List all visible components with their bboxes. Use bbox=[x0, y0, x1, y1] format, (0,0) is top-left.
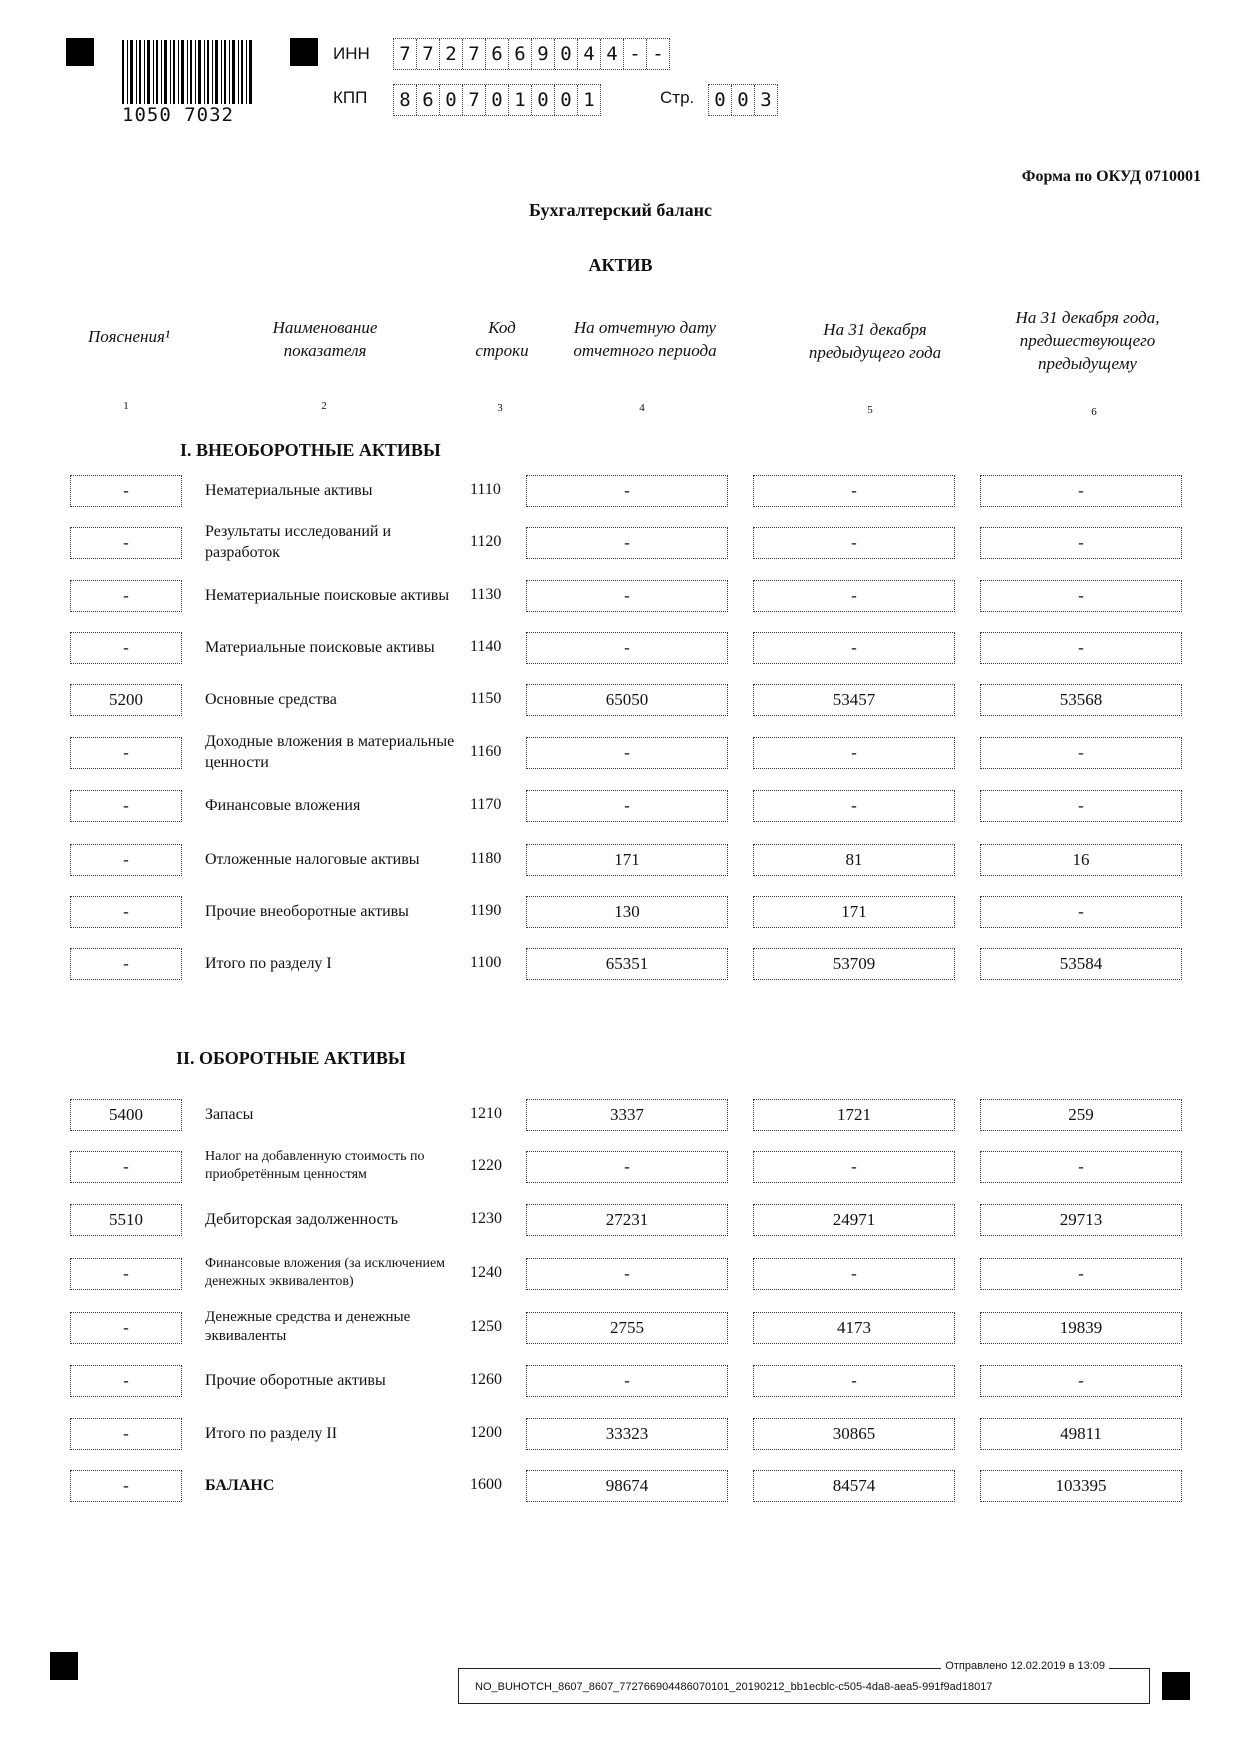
value-prev-prev-year-cell[interactable]: 103395 bbox=[980, 1470, 1182, 1502]
value-prev-prev-year-cell[interactable]: - bbox=[980, 475, 1182, 507]
row-name: Нематериальные поисковые активы bbox=[205, 586, 450, 604]
table-row bbox=[0, 573, 1241, 617]
row-code: 1250 bbox=[470, 1318, 502, 1335]
barcode-number: 1050 7032 bbox=[122, 104, 234, 126]
row-code: 1230 bbox=[470, 1210, 502, 1227]
col-number: 5 bbox=[867, 404, 873, 416]
value-prev-prev-year-cell[interactable]: - bbox=[980, 1151, 1182, 1183]
inn-digit: 2 bbox=[440, 39, 463, 69]
col-header-prev-prev-year: На 31 декабря года, предшествующего предыдущему bbox=[1015, 308, 1160, 373]
note-cell[interactable]: - bbox=[70, 790, 182, 822]
value-prev-year-cell[interactable]: 24971 bbox=[753, 1204, 955, 1236]
value-prev-year-cell[interactable]: - bbox=[753, 527, 955, 559]
row-name: Нематериальные активы bbox=[205, 481, 373, 499]
row-code: 1240 bbox=[470, 1264, 502, 1281]
note-cell[interactable]: - bbox=[70, 948, 182, 980]
row-name: Материальные поисковые активы bbox=[205, 638, 435, 656]
note-cell[interactable]: - bbox=[70, 632, 182, 664]
kpp-digit: 0 bbox=[532, 85, 555, 115]
value-current-cell[interactable]: 27231 bbox=[526, 1204, 728, 1236]
form-code: Форма по ОКУД 0710001 bbox=[1021, 168, 1201, 185]
table-row bbox=[0, 1411, 1241, 1455]
corner-marker-bottom-right bbox=[1162, 1672, 1190, 1700]
value-current-cell[interactable]: - bbox=[526, 1151, 728, 1183]
table-row bbox=[0, 889, 1241, 933]
value-prev-prev-year-cell[interactable]: - bbox=[980, 1365, 1182, 1397]
value-prev-year-cell[interactable]: 1721 bbox=[753, 1099, 955, 1131]
row-name: Прочие оборотные активы bbox=[205, 1371, 386, 1389]
row-code: 1150 bbox=[470, 690, 502, 707]
row-code: 1100 bbox=[470, 954, 502, 971]
row-name: Прочие внеоборотные активы bbox=[205, 902, 409, 920]
table-row bbox=[0, 1358, 1241, 1402]
note-cell[interactable]: - bbox=[70, 527, 182, 559]
note-cell[interactable]: 5510 bbox=[70, 1204, 182, 1236]
row-name: Финансовые вложения bbox=[205, 796, 361, 814]
col-number: 4 bbox=[639, 402, 645, 414]
submission-stamp bbox=[458, 1660, 1150, 1704]
note-cell[interactable]: - bbox=[70, 844, 182, 876]
value-prev-prev-year-cell[interactable]: - bbox=[980, 737, 1182, 769]
sent-timestamp: Отправлено 12.02.2019 в 13:09 bbox=[941, 1660, 1109, 1672]
inn-digit: 4 bbox=[601, 39, 624, 69]
kpp-digit: 1 bbox=[509, 85, 532, 115]
value-prev-year-cell[interactable]: 4173 bbox=[753, 1312, 955, 1344]
inn-digit: 7 bbox=[417, 39, 440, 69]
note-cell[interactable]: - bbox=[70, 896, 182, 928]
page-cells bbox=[708, 84, 778, 116]
row-code: 1120 bbox=[470, 533, 502, 550]
value-prev-prev-year-cell[interactable]: 259 bbox=[980, 1099, 1182, 1131]
value-prev-year-cell[interactable]: 84574 bbox=[753, 1470, 955, 1502]
value-prev-year-cell[interactable]: - bbox=[753, 580, 955, 612]
value-prev-year-cell[interactable]: 81 bbox=[753, 844, 955, 876]
value-current-cell[interactable]: - bbox=[526, 1258, 728, 1290]
kpp-digit: 0 bbox=[486, 85, 509, 115]
col-number: 1 bbox=[123, 400, 129, 412]
kpp-digit: 6 bbox=[417, 85, 440, 115]
value-current-cell[interactable]: - bbox=[526, 580, 728, 612]
row-code: 1220 bbox=[470, 1157, 502, 1174]
inn-digit: - bbox=[652, 43, 664, 65]
row-name: Налог на добавленную стоимость по приобретённым ценностям bbox=[205, 1149, 425, 1182]
value-current-cell[interactable]: 33323 bbox=[526, 1418, 728, 1450]
value-current-cell[interactable]: - bbox=[526, 632, 728, 664]
note-cell[interactable]: 5400 bbox=[70, 1099, 182, 1131]
page-digit: 0 bbox=[732, 85, 755, 115]
row-name: Финансовые вложения (за исключением денежных эквивалентов) bbox=[205, 1256, 446, 1289]
row-name: Итого по разделу II bbox=[205, 1424, 338, 1442]
row-code: 1160 bbox=[470, 743, 502, 760]
row-code: 1140 bbox=[470, 638, 502, 655]
value-prev-prev-year-cell[interactable]: - bbox=[980, 527, 1182, 559]
col-header-code: Код строки bbox=[475, 318, 529, 360]
row-name: Запасы bbox=[205, 1105, 254, 1123]
table-row bbox=[0, 1305, 1241, 1349]
col-header-notes: Пояснения¹ bbox=[88, 327, 170, 346]
value-current-cell[interactable]: - bbox=[526, 737, 728, 769]
kpp-digit: 0 bbox=[555, 85, 578, 115]
row-code: 1200 bbox=[470, 1424, 502, 1441]
value-current-cell[interactable]: - bbox=[526, 475, 728, 507]
value-prev-year-cell[interactable]: 30865 bbox=[753, 1418, 955, 1450]
inn-digit: - bbox=[624, 39, 647, 69]
table-row bbox=[0, 1144, 1241, 1188]
kpp-digit: 8 bbox=[394, 85, 417, 115]
note-cell[interactable]: - bbox=[70, 475, 182, 507]
table-row-balance bbox=[0, 1463, 1241, 1507]
table-row bbox=[0, 520, 1241, 564]
kpp-digit: 7 bbox=[463, 85, 486, 115]
value-prev-year-cell[interactable]: - bbox=[753, 632, 955, 664]
value-prev-year-cell[interactable]: 171 bbox=[753, 896, 955, 928]
value-prev-prev-year-cell[interactable]: 53568 bbox=[980, 684, 1182, 716]
page-label: Стр. bbox=[660, 88, 695, 107]
value-current-cell[interactable]: 98674 bbox=[526, 1470, 728, 1502]
corner-marker-top-middle bbox=[290, 38, 318, 66]
col-header-name: Наименование показателя bbox=[272, 318, 378, 360]
inn-label: ИНН bbox=[333, 44, 370, 63]
table-row bbox=[0, 677, 1241, 721]
inn-digit: 6 bbox=[486, 39, 509, 69]
row-code: 1260 bbox=[470, 1371, 502, 1388]
row-name: Основные средства bbox=[205, 690, 337, 708]
row-code: 1130 bbox=[470, 586, 502, 603]
table-row bbox=[0, 1197, 1241, 1241]
note-cell[interactable]: 5200 bbox=[70, 684, 182, 716]
value-prev-prev-year-cell[interactable]: - bbox=[980, 580, 1182, 612]
inn-digit: 9 bbox=[532, 39, 555, 69]
value-current-cell[interactable]: 130 bbox=[526, 896, 728, 928]
table-row bbox=[0, 625, 1241, 669]
row-name: Итого по разделу I bbox=[205, 954, 332, 972]
value-current-cell[interactable]: 2755 bbox=[526, 1312, 728, 1344]
note-cell[interactable]: - bbox=[70, 1418, 182, 1450]
col-number: 3 bbox=[497, 402, 503, 414]
note-cell[interactable]: - bbox=[70, 737, 182, 769]
row-code: 1180 bbox=[470, 850, 502, 867]
value-prev-year-cell[interactable]: - bbox=[753, 1151, 955, 1183]
row-code: 1190 bbox=[470, 902, 502, 919]
col-number: 2 bbox=[321, 400, 327, 412]
section-title: I. ВНЕОБОРОТНЫЕ АКТИВЫ bbox=[180, 440, 441, 460]
col-header-prev-year: На 31 декабря предыдущего года bbox=[808, 320, 942, 362]
table-row bbox=[0, 1092, 1241, 1136]
value-prev-prev-year-cell[interactable]: 53584 bbox=[980, 948, 1182, 980]
value-current-cell[interactable]: - bbox=[526, 527, 728, 559]
inn-digit: 7 bbox=[463, 39, 486, 69]
note-cell[interactable]: - bbox=[70, 580, 182, 612]
note-cell[interactable]: - bbox=[70, 1312, 182, 1344]
value-prev-prev-year-cell[interactable]: 19839 bbox=[980, 1312, 1182, 1344]
table-row bbox=[0, 1251, 1241, 1295]
value-prev-year-cell[interactable]: - bbox=[753, 1258, 955, 1290]
file-name: NO_BUHOTCH_8607_8607_772766904486070101_20190212_bb1ecblc-c505-4da8-aea5-991f9ad18017 bbox=[475, 1681, 993, 1693]
note-cell[interactable]: - bbox=[70, 1151, 182, 1183]
row-code: 1600 bbox=[470, 1476, 502, 1493]
inn-digit: 4 bbox=[578, 39, 601, 69]
value-prev-prev-year-cell[interactable]: 49811 bbox=[980, 1418, 1182, 1450]
note-cell[interactable]: - bbox=[70, 1470, 182, 1502]
value-current-cell[interactable]: - bbox=[526, 790, 728, 822]
value-prev-prev-year-cell[interactable]: - bbox=[980, 896, 1182, 928]
table-row bbox=[0, 783, 1241, 827]
value-prev-year-cell[interactable]: - bbox=[753, 790, 955, 822]
value-current-cell[interactable]: 3337 bbox=[526, 1099, 728, 1131]
page-digit: 0 bbox=[709, 85, 732, 115]
value-prev-year-cell[interactable]: 53709 bbox=[753, 948, 955, 980]
note-cell[interactable]: - bbox=[70, 1258, 182, 1290]
row-name: Дебиторская задолженность bbox=[205, 1210, 398, 1228]
value-prev-prev-year-cell[interactable]: 29713 bbox=[980, 1204, 1182, 1236]
row-code: 1210 bbox=[470, 1105, 502, 1122]
kpp-cells bbox=[393, 84, 601, 116]
value-prev-prev-year-cell[interactable]: - bbox=[980, 790, 1182, 822]
value-prev-prev-year-cell[interactable]: - bbox=[980, 632, 1182, 664]
inn-cells bbox=[393, 38, 670, 70]
value-prev-prev-year-cell[interactable]: - bbox=[980, 1258, 1182, 1290]
table-row bbox=[0, 730, 1241, 774]
table-row bbox=[0, 468, 1241, 512]
value-prev-year-cell[interactable]: - bbox=[753, 737, 955, 769]
page-subtitle: АКТИВ bbox=[588, 255, 653, 275]
value-prev-year-cell[interactable]: - bbox=[753, 1365, 955, 1397]
value-current-cell[interactable]: 65050 bbox=[526, 684, 728, 716]
row-name: Денежные средства и денежные эквиваленты bbox=[205, 1309, 411, 1344]
barcode-image bbox=[122, 40, 252, 104]
inn-digit: 6 bbox=[509, 39, 532, 69]
value-prev-prev-year-cell[interactable]: 16 bbox=[980, 844, 1182, 876]
table-row bbox=[0, 837, 1241, 881]
value-current-cell[interactable]: - bbox=[526, 1365, 728, 1397]
note-cell[interactable]: - bbox=[70, 1365, 182, 1397]
section-title: II. ОБОРОТНЫЕ АКТИВЫ bbox=[176, 1048, 406, 1068]
row-name: БАЛАНС bbox=[205, 1476, 275, 1494]
row-name: Результаты исследований и разработок bbox=[205, 523, 392, 561]
kpp-digit: 0 bbox=[440, 85, 463, 115]
kpp-label: КПП bbox=[333, 88, 368, 107]
corner-marker-bottom-left bbox=[50, 1652, 78, 1680]
value-prev-year-cell[interactable]: 53457 bbox=[753, 684, 955, 716]
inn-digit: 7 bbox=[394, 39, 417, 69]
value-current-cell[interactable]: 171 bbox=[526, 844, 728, 876]
row-code: 1110 bbox=[470, 481, 501, 498]
row-name: Отложенные налоговые активы bbox=[205, 850, 420, 868]
value-current-cell[interactable]: 65351 bbox=[526, 948, 728, 980]
col-number: 6 bbox=[1091, 406, 1097, 418]
page-digit: 3 bbox=[760, 89, 772, 111]
kpp-digit: 1 bbox=[583, 89, 595, 111]
col-header-current: На отчетную дату отчетного периода bbox=[573, 318, 717, 360]
corner-marker-top-left bbox=[66, 38, 94, 66]
row-code: 1170 bbox=[470, 796, 502, 813]
row-name: Доходные вложения в материальные ценности bbox=[205, 733, 455, 771]
table-row bbox=[0, 941, 1241, 985]
inn-digit: 0 bbox=[555, 39, 578, 69]
value-prev-year-cell[interactable]: - bbox=[753, 475, 955, 507]
page-title: Бухгалтерский баланс bbox=[529, 200, 712, 220]
